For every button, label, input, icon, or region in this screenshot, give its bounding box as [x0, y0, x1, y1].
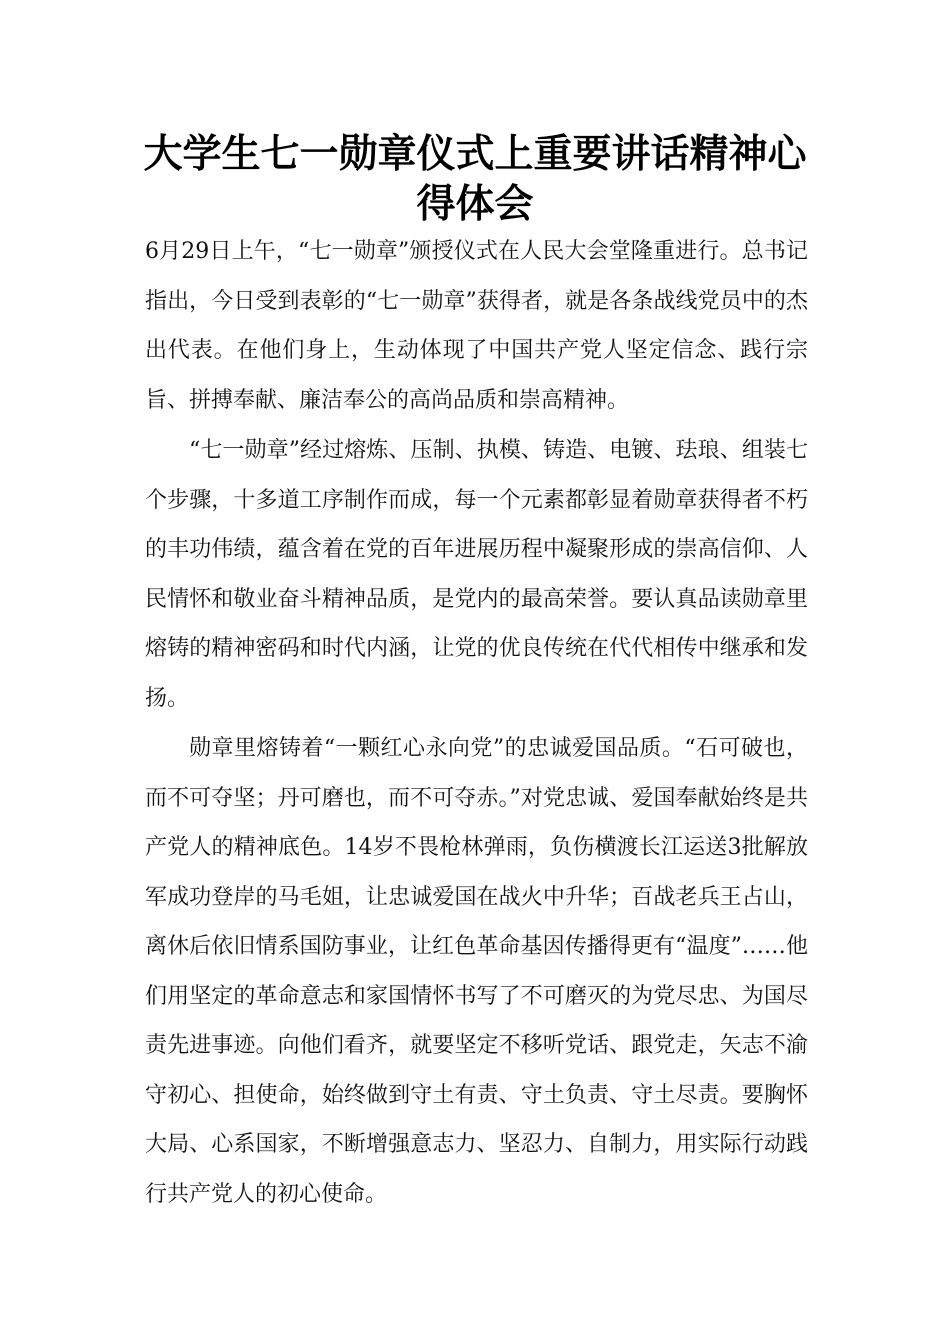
paragraph-1: 6月29日上午，“七一勋章”颁授仪式在人民大会堂隆重进行。总书记指出，今日受到表彰的“七一勋章”获得者，就是各条战线党员中的杰出代表。在他们身上，生动体现了中国共产党人坚定信念、践行宗旨、拼搏奉献、廉洁奉公的高尚品质和崇高精神。	[145, 239, 808, 413]
document-title: 大学生七一勋章仪式上重要讲话精神心得体会	[143, 132, 807, 227]
paragraph-3: 勋章里熔铸着“一颗红心永向党”的忠诚爱国品质。“石可破也，而不可夺坚；丹可磨也，而不可夺赤。”对党忠诚、爱国奉献始终是共产党人的精神底色。14岁不畏枪林弹雨，负伤横渡长江运送3批解放军成功登岸的马毛姐，让忠诚爱国在战火中升华；百战老兵王占山，离休后依旧情系国防事业，让红色革命基因传播得更有“温度”……他们用坚定的革命意志和家国情怀书写了不可磨灭的为党尽忠、为国尽责先进事迹。向他们看齐，就要坚定不移听党话、跟党走，矢志不渝守初心、担使命，始终做到守土有责、守土负责、守土尽责。要胸怀大局、心系国家，不断增强意志力、坚忍力、自制力，用实际行动践行共产党人的初心使命。	[145, 736, 808, 1207]
paragraph-2: “七一勋章”经过熔炼、压制、执模、铸造、电镀、珐琅、组装七个步骤，十多道工序制作而成，每一个元素都彰显着勋章获得者不朽的丰功伟绩，蕴含着在党的百年进展历程中凝聚形成的崇高信仰、人民情怀和敬业奋斗精神品质，是党内的最高荣誉。要认真品读勋章里熔铸的精神密码和时代内涵，让党的优良传统在代代相传中继承和发扬。	[145, 438, 808, 711]
document-body	[145, 227, 808, 1219]
